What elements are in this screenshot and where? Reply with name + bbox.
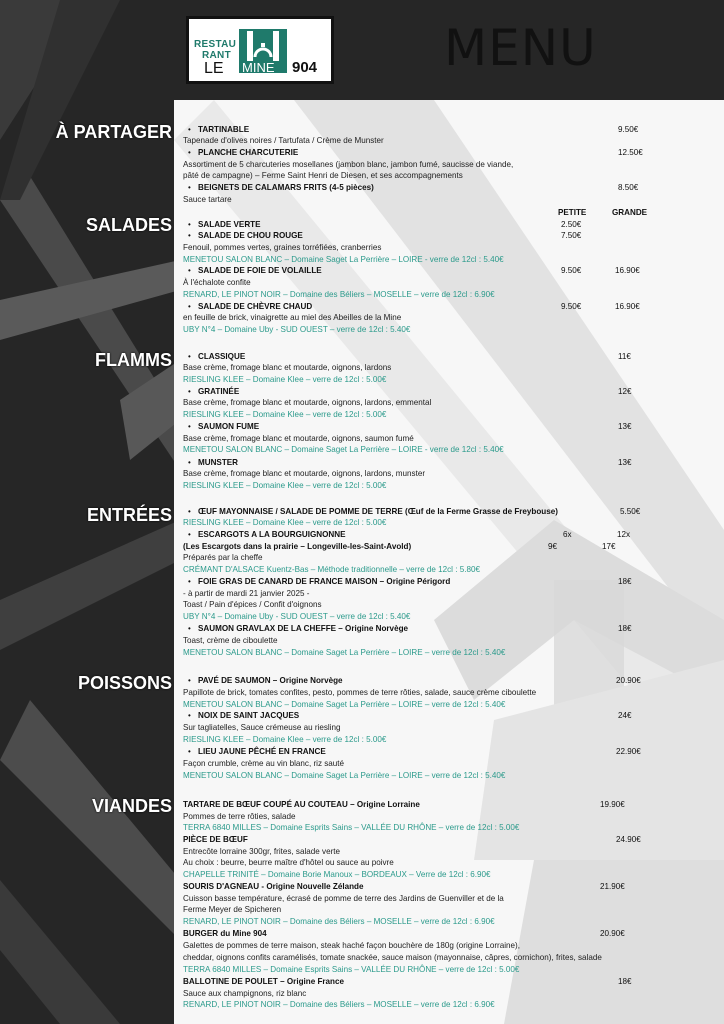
- dish-description: Ferme Meyer de Spicheren: [183, 905, 282, 914]
- bullet-icon: •: [188, 422, 191, 431]
- dish-description: Assortiment de 5 charcuteries mosellanes (jambon blanc, jambon fumé, saucisse de viande,: [183, 160, 514, 169]
- bullet-icon: •: [188, 125, 191, 134]
- bullet-icon: •: [188, 302, 191, 311]
- dish-description: pâté de campagne) – Ferme Saint Henri de Diesen, et ses accompagnements: [183, 171, 463, 180]
- category-a-partager: À PARTAGER: [55, 122, 172, 142]
- wine-pairing: UBY N°4 – Domaine Uby - SUD OUEST – verre de 12cl : 5.40€: [183, 612, 411, 621]
- dish-description: Façon crumble, crème au vin blanc, riz sauté: [183, 759, 345, 768]
- dish-description: Tapenade d'olives noires / Tartufata / Crème de Munster: [183, 136, 384, 145]
- dish-price: 19.90€: [600, 800, 625, 809]
- dish-name: TARTARE DE BŒUF COUPÉ AU COUTEAU – Origine Lorraine: [183, 800, 420, 809]
- bullet-icon: •: [188, 624, 191, 633]
- wine-pairing: CRÉMANT D'ALSACE Kuentz-Bas – Méthode traditionnelle – verre de 12cl : 5.80€: [183, 565, 480, 574]
- logo-le: LE: [204, 60, 224, 77]
- bullet-icon: •: [188, 530, 191, 539]
- dish-description: Toast / Pain d'épices / Confit d'oignons: [183, 600, 322, 609]
- dish-price: 13€: [618, 422, 632, 431]
- category-poissons: POISSONS: [77, 673, 172, 693]
- bullet-icon: •: [188, 231, 191, 240]
- bullet-icon: •: [188, 183, 191, 192]
- bullet-icon: •: [188, 676, 191, 685]
- dish-price: 5.50€: [620, 507, 641, 516]
- dish-description: Fenouil, pommes vertes, graines torréfiées, cranberries: [183, 243, 382, 252]
- wine-pairing: RENARD, LE PINOT NOIR – Domaine des Béliers – MOSELLE – verre de 12cl : 6.90€: [183, 1000, 495, 1009]
- dish-price: 11€: [618, 352, 631, 361]
- logo-rant: RANT: [202, 50, 231, 61]
- dish-price: 22.90€: [616, 747, 641, 756]
- wine-pairing: RIESLING KLEE – Domaine Klee – verre de 12cl : 5.00€: [183, 410, 387, 419]
- logo-restau: RESTAU: [194, 39, 237, 50]
- dish-description: Toast, crème de ciboulette: [183, 636, 278, 645]
- dish-price: 18€: [618, 977, 632, 986]
- dish-name: SALADE DE CHÈVRE CHAUD: [198, 302, 313, 311]
- wine-pairing: MENETOU SALON BLANC – Domaine Saget La Perrière – LOIRE – verre de 12cl : 5.40€: [183, 771, 506, 780]
- dish-name: PAVÉ DE SAUMON – Origine Norvège: [198, 676, 343, 685]
- bullet-icon: •: [188, 352, 191, 361]
- dish-description: Base crème, fromage blanc et moutarde, oignons, saumon fumé: [183, 434, 414, 443]
- wine-pairing: MENETOU SALON BLANC – Domaine Saget La Perrière – LOIRE - verre de 12cl : 5.40€: [183, 255, 504, 264]
- dish-description: Papillote de brick, tomates confites, pesto, pommes de terre rôties, salade, sauce crème ciboulette: [183, 688, 537, 697]
- category-viandes: VIANDES: [91, 796, 172, 816]
- wine-pairing: RIESLING KLEE – Domaine Klee – verre de 12cl : 5.00€: [183, 481, 387, 490]
- dish-price: 12€: [618, 387, 632, 396]
- dish-name: TARTINABLE: [198, 125, 250, 134]
- wine-pairing: TERRA 6840 MILLES – Domaine Esprits Sains – VALLÉE DU RHÔNE – verre de 12cl : 5.00€: [183, 965, 520, 974]
- bullet-icon: •: [188, 266, 191, 275]
- price-petite: 6x: [563, 530, 572, 539]
- category-entrees: ENTRÉES: [86, 505, 172, 525]
- header-petite: PETITE: [558, 208, 587, 217]
- dish-price: 24€: [618, 711, 632, 720]
- dish-name: FOIE GRAS DE CANARD DE FRANCE MAISON – Origine Périgord: [198, 577, 451, 586]
- dish-name: GRATINÉE: [198, 387, 240, 396]
- dish-name: ESCARGOTS A LA BOURGUIGNONNE: [198, 530, 346, 539]
- bullet-icon: •: [188, 711, 191, 720]
- wine-pairing: RIESLING KLEE – Domaine Klee – verre de 12cl : 5.00€: [183, 375, 387, 384]
- bullet-icon: •: [188, 220, 191, 229]
- bullet-icon: •: [188, 148, 191, 157]
- page-title: MENU: [444, 19, 597, 77]
- dish-name: SALADE DE CHOU ROUGE: [198, 231, 303, 240]
- dish-name: (Les Escargots dans la prairie – Longeville-les-Saint-Avold): [183, 542, 412, 551]
- dish-name: SAUMON GRAVLAX DE LA CHEFFE – Origine Norvège: [198, 624, 409, 633]
- dish-name: BALLOTINE DE POULET – Origine France: [183, 977, 344, 986]
- dish-name: NOIX DE SAINT JACQUES: [198, 711, 300, 720]
- dish-name: SOURIS D'AGNEAU - Origine Nouvelle Zélande: [183, 882, 364, 891]
- dish-name: PIÈCE DE BŒUF: [183, 835, 248, 844]
- price-grande: 16.90€: [615, 302, 640, 311]
- bullet-icon: •: [188, 458, 191, 467]
- dish-description: Base crème, fromage blanc et moutarde, oignons, lardons, munster: [183, 469, 426, 478]
- restaurant-logo: [186, 16, 334, 84]
- dish-price: 24.90€: [616, 835, 641, 844]
- price-grande: 17€: [602, 542, 616, 551]
- logo-mine: MINE: [242, 60, 275, 75]
- wine-pairing: CHAPELLE TRINITÉ – Domaine Borie Manoux – BORDEAUX – Verre de 12cl : 6.90€: [183, 870, 491, 879]
- wine-pairing: RIESLING KLEE – Domaine Klee – verre de 12cl : 5.00€: [183, 518, 387, 527]
- price-petite: 9.50€: [561, 266, 582, 275]
- wine-pairing: MENETOU SALON BLANC – Domaine Saget La Perrière – LOIRE - verre de 12cl : 5.40€: [183, 445, 504, 454]
- price-petite: 2.50€: [561, 220, 582, 229]
- price-petite: 7.50€: [561, 231, 582, 240]
- dish-price: 13€: [618, 458, 632, 467]
- dish-name: MUNSTER: [198, 458, 239, 467]
- dish-description: Au choix : beurre, beurre maître d'hôtel ou sauce au poivre: [183, 858, 394, 867]
- category-flamms: FLAMMS: [95, 350, 172, 370]
- logo-number: 904: [292, 59, 318, 76]
- bullet-icon: •: [188, 747, 191, 756]
- dish-description: Pommes de terre rôties, salade: [183, 812, 296, 821]
- dish-price: 21.90€: [600, 882, 625, 891]
- dish-name: PLANCHE CHARCUTERIE: [198, 148, 299, 157]
- dish-price: 18€: [618, 577, 632, 586]
- price-grande: 16.90€: [615, 266, 640, 275]
- dish-price: 18€: [618, 624, 632, 633]
- wine-pairing: MENETOU SALON BLANC – Domaine Saget La Perrière – LOIRE – verre de 12cl : 5.40€: [183, 700, 506, 709]
- dish-name: BEIGNETS DE CALAMARS FRITS (4-5 pièces): [198, 183, 374, 192]
- dish-description: Sur tagliatelles, Sauce crémeuse au riesling: [183, 723, 341, 732]
- dish-description: Base crème, fromage blanc et moutarde, oignons, lardons, emmental: [183, 398, 432, 407]
- price-petite: 9€: [548, 542, 558, 551]
- dish-description: Entrecôte lorraine 300gr, frites, salade verte: [183, 847, 341, 856]
- dish-name: CLASSIQUE: [198, 352, 246, 361]
- dish-price: 9.50€: [618, 125, 639, 134]
- price-petite: 9.50€: [561, 302, 582, 311]
- dish-price: 20.90€: [600, 929, 625, 938]
- dish-name: SALADE VERTE: [198, 220, 261, 229]
- dish-name: BURGER du Mine 904: [183, 929, 267, 938]
- dish-description: Base crème, fromage blanc et moutarde, oignons, lardons: [183, 363, 392, 372]
- dish-description: Cuisson basse température, écrasé de pomme de terre des Jardins de Guenviller et de la: [183, 894, 504, 903]
- bullet-icon: •: [188, 507, 191, 516]
- wine-pairing: TERRA 6840 MILLES – Domaine Esprits Sains – VALLÉE DU RHÔNE – verre de 12cl : 5.00€: [183, 823, 520, 832]
- header-grande: GRANDE: [612, 208, 648, 217]
- dish-description: en feuille de brick, vinaigrette au miel des Abeilles de la Mine: [183, 313, 402, 322]
- bullet-icon: •: [188, 577, 191, 586]
- wine-pairing: MENETOU SALON BLANC – Domaine Saget La Perrière – LOIRE – verre de 12cl : 5.40€: [183, 648, 506, 657]
- price-grande: 12x: [617, 530, 631, 539]
- dish-name: SALADE DE FOIE DE VOLAILLE: [198, 266, 322, 275]
- dish-name: ŒUF MAYONNAISE / SALADE DE POMME DE TERRE (Œuf de la Ferme Grasse de Freybouse): [198, 507, 558, 516]
- dish-description: Galettes de pommes de terre maison, steak haché façon bouchère de 180g (origine Lorraine),: [183, 941, 520, 950]
- dish-description: Sauce tartare: [183, 195, 232, 204]
- bullet-icon: •: [188, 387, 191, 396]
- dish-description: - à partir de mardi 21 janvier 2025 -: [183, 589, 310, 598]
- wine-pairing: RIESLING KLEE – Domaine Klee – verre de 12cl : 5.00€: [183, 735, 387, 744]
- dish-description: cheddar, oignons confits caramélisés, tomate snackée, sauce maison (mayonnaise, câpres, cornichon), frites, salade: [183, 953, 602, 962]
- dish-price: 8.50€: [618, 183, 639, 192]
- dish-description: Préparés par la cheffe: [183, 553, 263, 562]
- dish-description: Sauce aux champignons, riz blanc: [183, 989, 307, 998]
- dish-name: SAUMON FUME: [198, 422, 260, 431]
- dish-description: À l'échalote confite: [183, 278, 251, 287]
- dish-name: LIEU JAUNE PÊCHÉ EN FRANCE: [198, 747, 326, 756]
- wine-pairing: UBY N°4 – Domaine Uby - SUD OUEST – verre de 12cl : 5.40€: [183, 325, 411, 334]
- wine-pairing: RENARD, LE PINOT NOIR – Domaine des Béliers – MOSELLE – verre de 12cl : 6.90€: [183, 917, 495, 926]
- wine-pairing: RENARD, LE PINOT NOIR – Domaine des Béliers – MOSELLE – verre de 12cl : 6.90€: [183, 290, 495, 299]
- category-salades: SALADES: [85, 215, 172, 235]
- dish-price: 12.50€: [618, 148, 643, 157]
- dish-price: 20.90€: [616, 676, 641, 685]
